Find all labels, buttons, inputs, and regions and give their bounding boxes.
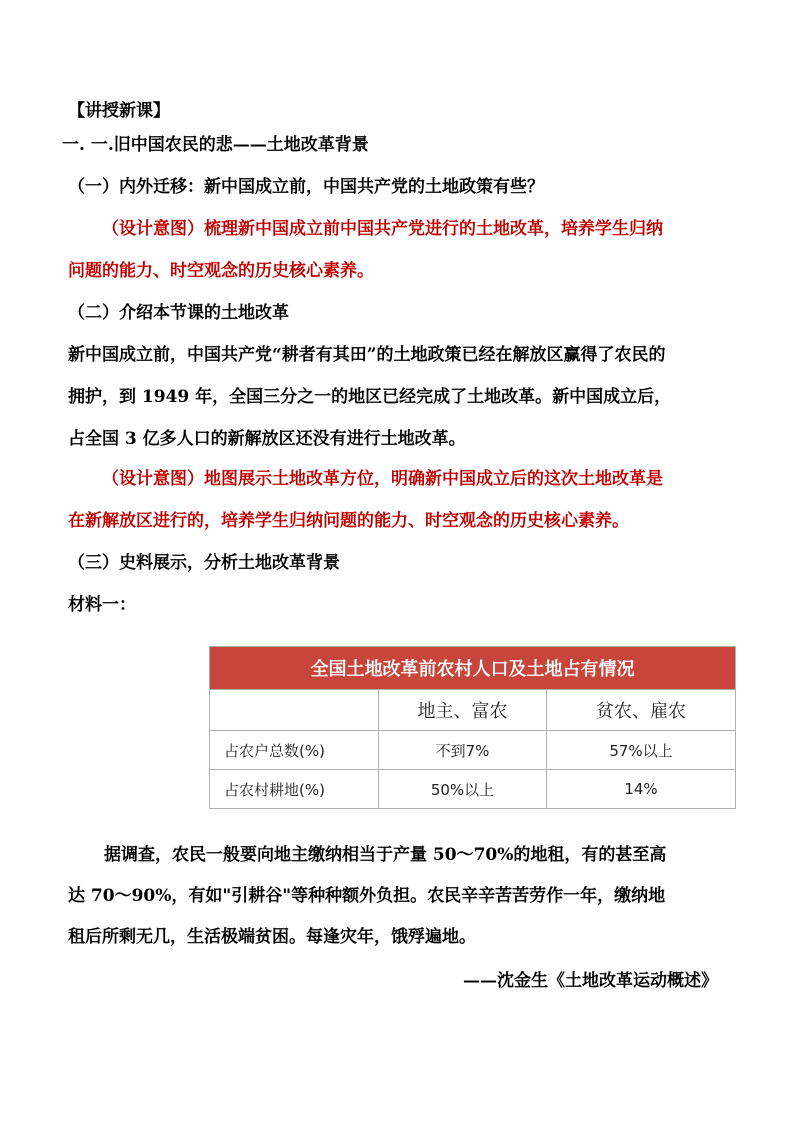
land-ownership-table — [209, 646, 736, 809]
design-intent-1-line-2: 问题的能力、时空观念的历史核心素养。 — [68, 261, 374, 281]
subheading-2: （二）介绍本节课的土地改革 — [68, 303, 289, 323]
main-heading: 一. 一.旧中国农民的悲——土地改革背景 — [62, 135, 369, 155]
quote-line-1: 据调查，农民一般要向地主缴纳相当于产量 50～70%的地租，有的甚至高 — [104, 845, 667, 865]
section-heading: 【讲授新课】 — [68, 101, 170, 121]
table-header-row — [210, 690, 736, 731]
table-row — [210, 731, 736, 770]
design-intent-2-line-2: 在新解放区进行的，培养学生归纳问题的能力、时空观念的历史核心素养。 — [68, 511, 629, 531]
table-cell: 占农户总数(%) — [210, 731, 379, 770]
table-row — [210, 770, 736, 809]
table-cell: 不到7% — [379, 731, 547, 770]
design-intent-1-line-1: （设计意图）梳理新中国成立前中国共产党进行的土地改革，培养学生归纳 — [102, 219, 663, 239]
material-label: 材料一： — [68, 595, 136, 615]
table-cell: 57%以上 — [547, 731, 736, 770]
table-header-cell — [210, 690, 379, 731]
citation: ——沈金生《土地改革运动概述》 — [463, 971, 718, 991]
table-header-cell: 地主、富农 — [379, 690, 547, 731]
design-intent-2-line-1: （设计意图）地图展示土地改革方位，明确新中国成立后的这次土地改革是 — [102, 469, 663, 489]
paragraph-1-line-2: 拥护，到 1949 年，全国三分之一的地区已经完成了土地改革。新中国成立后， — [68, 387, 672, 407]
table-cell: 占农村耕地(%) — [210, 770, 379, 809]
table-header-cell: 贫农、雇农 — [547, 690, 736, 731]
quote-line-3: 租后所剩无几，生活极端贫困。每逢灾年，饿殍遍地。 — [68, 927, 476, 947]
paragraph-1-line-1: 新中国成立前，中国共产党“耕者有其田”的土地政策已经在解放区赢得了农民的 — [68, 345, 666, 365]
table-cell: 50%以上 — [379, 770, 547, 809]
subheading-3: （三）史料展示，分析土地改革背景 — [68, 553, 340, 573]
quote-line-2: 达 70～90%，有如"引耕谷"等种种额外负担。农民辛辛苦苦劳作一年，缴纳地 — [68, 886, 666, 906]
table-title: 全国土地改革前农村人口及土地占有情况 — [210, 647, 736, 690]
subheading-1: （一）内外迁移：新中国成立前，中国共产党的土地政策有些？ — [68, 177, 544, 197]
paragraph-1-line-3: 占全国 3 亿多人口的新解放区还没有进行土地改革。 — [68, 429, 466, 449]
table-cell: 14% — [547, 770, 736, 809]
